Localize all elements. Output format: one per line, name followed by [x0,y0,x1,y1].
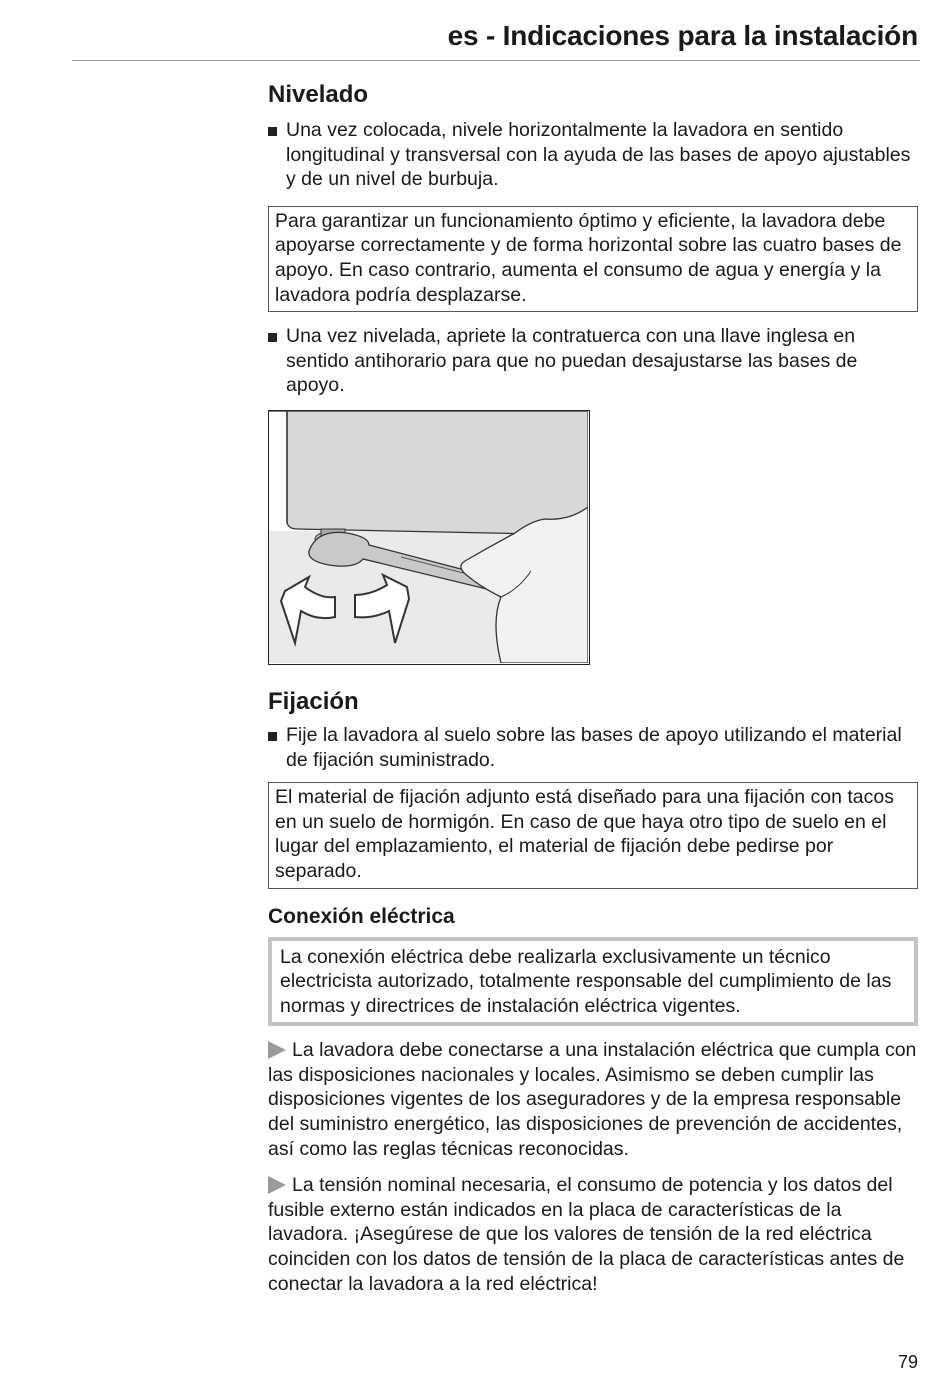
instruction-item [268,723,918,772]
instruction-text: Fije la lavadora al suelo sobre las bases de apoyo utilizando el material de fijación suministrado. [286,723,902,771]
header-divider [72,60,920,61]
section-heading-nivelado: Nivelado [268,81,369,108]
instruction-text: La lavadora debe conectarse a una instalación eléctrica que cumpla con las disposiciones nacionales y locales. Asimismo se deben cumplir las disposiciones vigentes de los aseguradores y de la empresa responsable del suministro energético, las disposiciones de prevención de accidentes, así como las reglas técnicas reconocidas. [268,1039,917,1160]
wrench-tightening-illustration [269,411,588,663]
note-box [268,206,918,312]
instruction-text: Una vez colocada, nivele horizontalmente la lavadora en sentido longitudinal y transversal con la ayuda de las bases de apoyo ajustables y de un nivel de burbuja. [286,119,911,191]
note-text: Para garantizar un funcionamiento óptimo y eficiente, la lavadora debe apoyarse correctamente y de forma horizontal sobre las cuatro bases de apoyo. En caso contrario, aumenta el consumo de agua y energía y la lavadora podría desplazarse. [275,209,902,306]
section-heading-fijacion: Fijación [268,687,359,715]
triangle-arrow-icon [268,1041,286,1059]
instruction-text: La tensión nominal necesaria, el consumo de potencia y los datos del fusible externo están indicados en la placa de características de la lavadora. ¡Asegúrese de que los valores de tensión de la red eléctrica coinciden con los datos de tensión de la placa de características antes de conectar la lavadora a la red eléctrica! [268,1174,905,1295]
instruction-paragraph [268,1173,918,1296]
note-box [268,782,918,888]
bullet-square-icon [268,333,277,342]
warning-box [268,937,918,1027]
triangle-arrow-icon [268,1176,286,1194]
section-heading-conexion: Conexión eléctrica [268,904,455,928]
page-number: 79 [897,1352,918,1372]
instruction-paragraph [268,1038,918,1161]
bullet-square-icon [268,127,277,136]
instruction-item [268,324,918,398]
page-header-title: es - Indicaciones para la instalación [447,20,918,51]
main-content [268,80,918,1296]
instruction-text: Una vez nivelada, apriete la contratuerca con una llave inglesa en sentido antihorario para que no puedan desajustarse las bases de apoyo. [286,325,858,397]
bullet-square-icon [268,732,277,741]
warning-text: La conexión eléctrica debe realizarla exclusivamente un técnico electricista autorizado, totalmente responsable del cumplimiento de las normas y directrices de instalación eléctrica vigentes. [280,945,892,1017]
leveling-illustration [268,410,590,665]
note-text: El material de fijación adjunto está diseñado para una fijación con tacos en un suelo de hormigón. En caso de que haya otro tipo de suelo en el lugar del emplazamiento, el material de fijación debe pedirse por separado. [275,786,894,882]
instruction-item [268,118,918,192]
